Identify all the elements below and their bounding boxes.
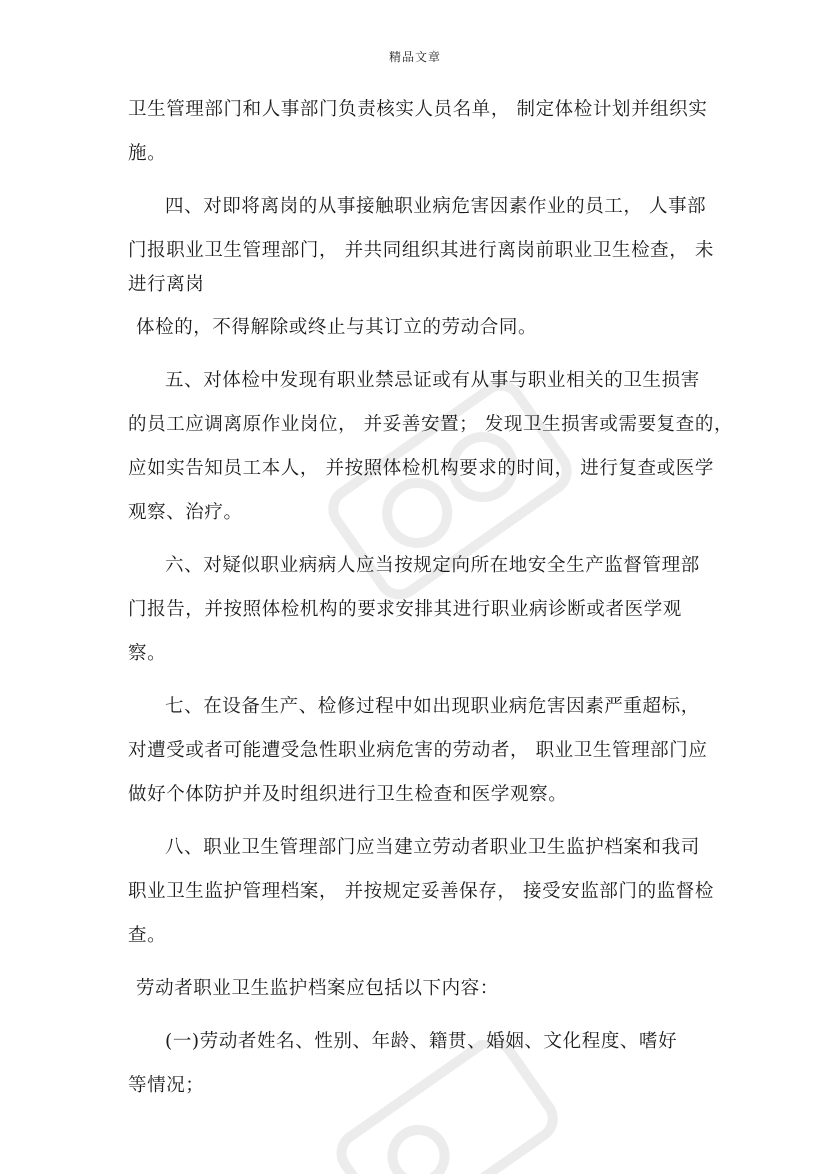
- text-line: 查。: [128, 925, 167, 946]
- paragraph-8: [128, 967, 714, 1011]
- paragraph-6: [128, 685, 714, 817]
- text-line: 卫生管理部门和人事部门负责核实人员名单， 制定体检计划并组织实: [128, 99, 708, 120]
- text-line: 等情况；: [128, 1075, 205, 1096]
- text-line: 对遭受或者可能遭受急性职业病危害的劳动者， 职业卫生管理部门应: [128, 740, 708, 761]
- paragraph-3: [128, 306, 714, 350]
- text-line: 门报告，并按照体检机构的要求安排其进行职业病诊断或者医学观: [128, 599, 682, 620]
- text-line: 察。: [128, 643, 167, 664]
- paragraph-1: [128, 88, 714, 176]
- text-line: 四、对即将离岗的从事接触职业病危害因素作业的员工， 人事部: [165, 196, 707, 217]
- paragraph-4: [128, 359, 734, 535]
- text-line: (一)劳动者姓名、性别、年龄、籍贯、婚姻、文化程度、嗜好: [165, 1031, 678, 1052]
- paragraph-5: [128, 544, 714, 676]
- page-header-title: 精品文章: [388, 50, 441, 64]
- text-line: 的员工应调离原作业岗位， 并妥善安置； 发现卫生损害或需要复查的，: [128, 414, 734, 435]
- text-line: 观察、治疗。: [128, 502, 243, 523]
- text-line: 职业卫生监护管理档案， 并按规定妥善保存， 接受安监部门的监督检: [128, 881, 714, 902]
- text-line: 劳动者职业卫生监护档案应包括以下内容：: [136, 978, 499, 999]
- text-line: 体检的，不得解除或终止与其订立的劳动合同。: [136, 317, 538, 338]
- document-body: [128, 88, 734, 1117]
- paragraph-2: [128, 185, 714, 297]
- text-line: 五、对体检中发现有职业禁忌证或有从事与职业相关的卫生损害: [165, 370, 700, 391]
- text-line: 六、对疑似职业病病人应当按规定向所在地安全生产监督管理部: [165, 555, 700, 576]
- text-line: 七、在设备生产、检修过程中如出现职业病危害因素严重超标，: [165, 696, 700, 717]
- text-line: 施。: [128, 143, 167, 164]
- text-line: 进行离岗: [128, 274, 205, 295]
- text-line: 应如实告知员工本人， 并按照体检机构要求的时间， 进行复查或医学: [128, 458, 714, 479]
- paragraph-7: [128, 826, 714, 958]
- text-line: 八、职业卫生管理部门应当建立劳动者职业卫生监护档案和我司: [165, 837, 700, 858]
- text-line: 门报职业卫生管理部门， 并共同组织其进行离岗前职业卫生检查， 未: [128, 240, 714, 261]
- paragraph-9: [128, 1020, 714, 1108]
- text-line: 做好个体防护并及时组织进行卫生检查和医学观察。: [128, 784, 568, 805]
